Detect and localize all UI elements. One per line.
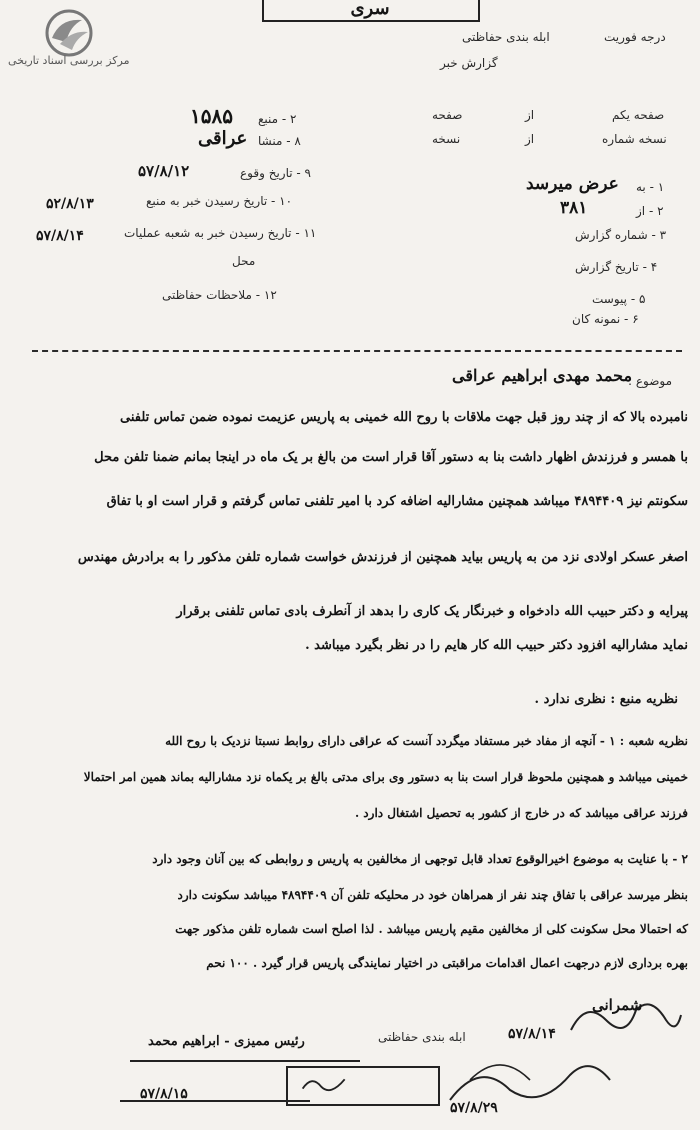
dept-stamp: ابله بندی حفاظتی	[462, 30, 550, 44]
page-of: از	[525, 108, 535, 122]
stamp-scribble-icon	[296, 1070, 356, 1098]
recv-source-date: ۵۲/۸/۱۳	[46, 196, 94, 212]
recv-ops-date: ۵۷/۸/۱۴	[36, 228, 84, 244]
page-label: صفحه یکم	[612, 108, 665, 122]
source-number: ۱۵۸۵	[190, 104, 233, 128]
subject-value: محمد مهدی ابراهیم عراقی	[452, 366, 633, 385]
page-total: صفحه	[432, 108, 463, 122]
opinion-office-line: ۲ - با عنایت به موضوع اخیرالوقوع تعداد قابل توجهی از مخالفین به پاریس و روابطی که بین آنان وجود دارد	[152, 852, 688, 866]
body-line: سکونتم نیز ۴۸۹۴۴۰۹ میباشد همچنین مشارالیه اضافه کرد با امیر تلفنی تماس گرفتم و قرار است او با تفاق	[106, 494, 688, 509]
signer-name: شمرانی	[592, 996, 643, 1014]
event-date: ۵۷/۸/۱۲	[138, 162, 190, 180]
copy-total: نسخه	[432, 132, 461, 146]
body-line: نماید مشارالیه افزود دکتر حبیب الله کار هایم را در نظر بگیرد میباشد .	[305, 638, 688, 653]
attachment-label: ۵ - پیوست	[592, 292, 646, 306]
report-date-label: ۴ - تاریخ گزارش	[575, 260, 658, 274]
opinion-office-line: فرزند عراقی میباشد که در خارج از کشور به تحصیل اشتغال دارد .	[354, 806, 688, 820]
classification-label: سری	[350, 0, 390, 19]
opinion-office-line: خمینی میباشد و همچنین ملحوظ قرار است بنا به دستور وی برای مدتی بالغ بر یکماه نزد مشارالیه بماند همین امر احتمالا	[83, 770, 688, 784]
opinion-office-line: بهره برداری لازم درجهت اعمال اقدامات مراقبتی در اختیار نمایندگی پاریس قرار گیرد . ۱۰۰ نحم	[206, 956, 688, 970]
to-label: ۱ - به	[636, 180, 665, 194]
body-line: نامبرده بالا که از چند روز قبل جهت ملاقات با روح الله خمینی به پاریس عزیمت نموده ضمن تماس تلفنی	[120, 410, 688, 425]
body-line: با همسر و فرزندش اظهار داشت بنا به دستور آقا قرار است من بالغ بر یک ماه در اینجا بمانم ضمنا تلفن محل	[94, 450, 688, 465]
copy-of: از	[525, 132, 535, 146]
recv-ops-label: ۱۱ - تاریخ رسیدن خبر به شعبه عملیات	[124, 226, 317, 240]
to-value: عرض میرسد	[526, 174, 619, 194]
header-separator	[32, 350, 682, 352]
opinion-source: نظریه منبع : نظری ندارد .	[534, 692, 678, 707]
recv-source-label: ۱۰ - تاریخ رسیدن خبر به منبع	[146, 194, 293, 208]
from-label: ۲ - از	[636, 204, 664, 218]
subject-label: موضوع :	[628, 374, 673, 388]
opinion-office-line: که احتمالا محل سکونت کلی از مخالفین مقیم پاریس میباشد . لذا اصلح است شماره تلفن مذکور جهت	[175, 922, 688, 936]
footer-date-right: ۵۷/۸/۲۹	[450, 1100, 498, 1116]
from-value: ۳۸۱	[560, 198, 588, 218]
footer-date-left: ۵۷/۸/۱۵	[140, 1086, 188, 1102]
body-line: پیرایه و دکتر حبیب الله دادخواه و خبرنگار یک کاری را بدهد از آنطرف بادی تماس تلفنی برقرار	[176, 604, 688, 619]
bottom-dept-stamp: ابله بندی حفاظتی	[378, 1030, 466, 1044]
origin-value: عراقی	[198, 128, 248, 149]
origin-label: ۸ - منشا	[258, 134, 301, 148]
watermark-caption: مرکز بررسی اسناد تاریخی	[8, 54, 130, 67]
sample-label: ۶ - نمونه کان	[572, 312, 639, 326]
report-form-title: گزارش خبر	[440, 56, 498, 70]
opinion-office-line: نظریه شعبه : ۱ - آنچه از مفاد خبر مستفاد میگردد آنست که عراقی دارای روابط نسبتا نزدیک با روح الله	[165, 734, 688, 748]
recv-ops-sub: محل	[232, 254, 256, 268]
opinion-office-line: بنظر میرسد عراقی با تفاق چند نفر از همراهان خود در محلیکه تلفن آن ۴۸۹۴۴۰۹ میباشد سکونت دارد	[177, 888, 688, 902]
body-line: اصغر عسکر اولادی نزد من به پاریس بیاید همچنین از فرزندش خواست شماره تلفن مذکور را به برادرش مهندس	[77, 550, 688, 565]
notes-label: ۱۲ - ملاحظات حفاظتی	[162, 288, 277, 302]
report-no-label: ۳ - شماره گزارش	[575, 228, 667, 242]
source-label: ۲ - منبع	[258, 112, 297, 126]
sign-date: ۵۷/۸/۱۴	[508, 1026, 556, 1042]
handwritten-note: رئیس ممیزی - ابراهیم محمد	[148, 1034, 305, 1049]
event-date-label: ۹ - تاریخ وقوع	[240, 166, 311, 180]
priority-label: درجه فوریت	[604, 30, 666, 44]
copy-label: نسخه شماره	[602, 132, 667, 146]
signature-rule	[130, 1060, 360, 1062]
